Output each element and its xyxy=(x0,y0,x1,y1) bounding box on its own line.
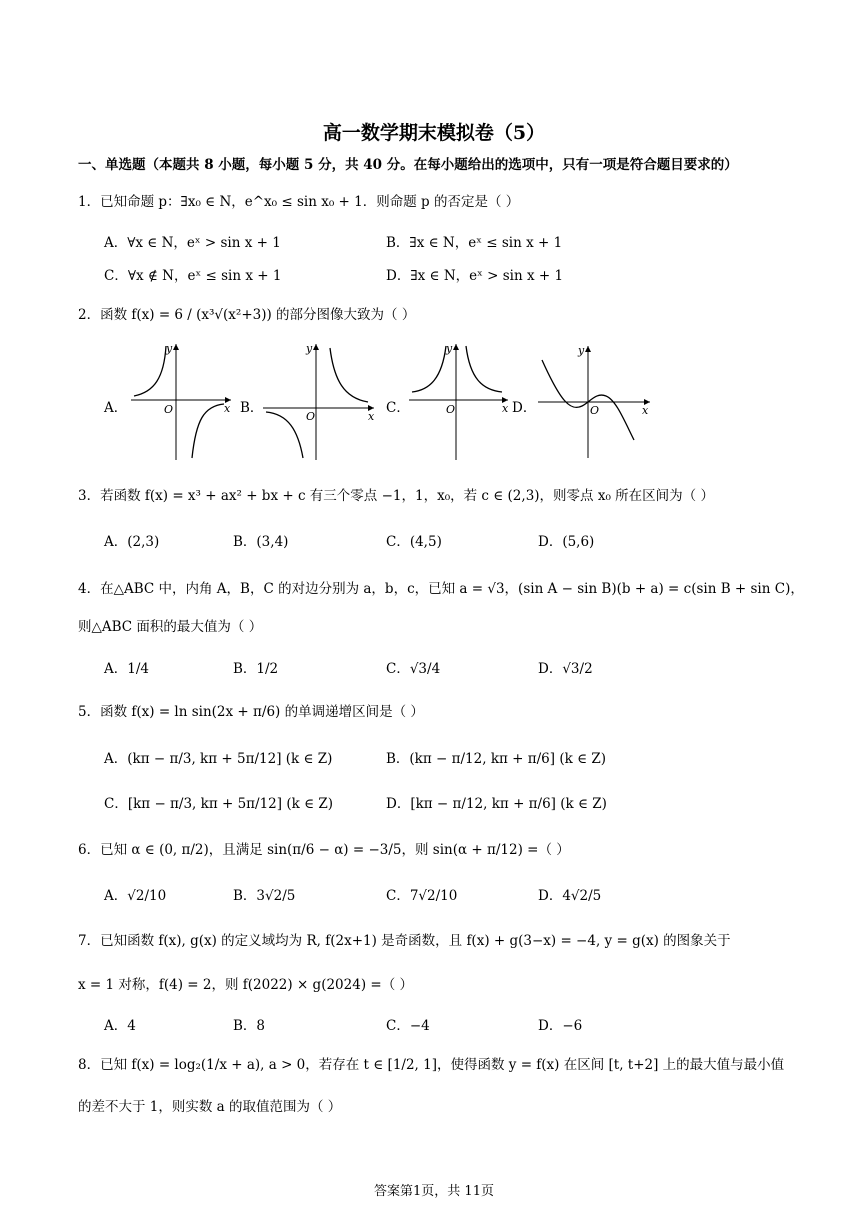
graph-a-curve-left xyxy=(134,346,166,396)
question-3-option-a[interactable]: A．(2,3) xyxy=(104,534,160,550)
graph-a-y-label: y xyxy=(166,342,173,355)
graph-b-x-label: x xyxy=(368,410,375,423)
page-title: 高一数学期末模拟卷（5） xyxy=(322,122,546,144)
graph-d-svg xyxy=(530,340,655,465)
graph-d-origin: O xyxy=(590,404,600,417)
question-1-option-d[interactable]: D．∃x ∈ N，eˣ > sin x + 1 xyxy=(386,268,564,284)
question-1-option-a[interactable]: A．∀x ∈ N，eˣ > sin x + 1 xyxy=(104,235,281,251)
question-2-option-b[interactable]: B． xyxy=(240,400,264,416)
question-3-option-d[interactable]: D．(5,6) xyxy=(538,534,595,550)
graph-c-origin: O xyxy=(446,403,456,416)
question-7-option-a[interactable]: A．4 xyxy=(104,1018,136,1034)
question-2-option-a[interactable]: A． xyxy=(104,400,128,416)
question-7-option-c[interactable]: C．−4 xyxy=(386,1018,430,1034)
question-8-stem-cont: 的差不大于 1，则实数 a 的取值范围为（ ） xyxy=(78,1099,342,1115)
question-5-option-b[interactable]: B．(kπ − π/12, kπ + π/6] (k ∈ Z) xyxy=(386,751,607,767)
question-4-option-d[interactable]: D．√3/2 xyxy=(538,661,593,677)
question-2-stem: 2．函数 f(x) = 6 / (x³√(x²+3)) 的部分图像大致为（ ） xyxy=(78,307,416,323)
question-5-option-c[interactable]: C．[kπ − π/3, kπ + 5π/12] (k ∈ Z) xyxy=(104,796,333,812)
page-footer: 答案第1页，共 11页 xyxy=(374,1184,494,1199)
graph-a-x-label: x xyxy=(224,402,231,415)
graph-c-svg xyxy=(404,340,514,465)
graph-d-x-label: x xyxy=(642,404,649,417)
question-6-stem: 6．已知 α ∈ (0, π/2)，且满足 sin(π/6 − α) = −3/5，则 sin(α + π/12) =（ ） xyxy=(78,842,570,858)
question-4-option-a[interactable]: A．1/4 xyxy=(104,661,149,677)
question-6-option-a[interactable]: A．√2/10 xyxy=(104,888,167,904)
graph-c-curve-right xyxy=(466,346,502,392)
graph-c-y-label: y xyxy=(446,342,453,355)
question-3-option-c[interactable]: C．(4,5) xyxy=(386,534,442,550)
question-4-stem-cont: 则△ABC 面积的最大值为（ ） xyxy=(78,619,263,635)
question-3-stem: 3．若函数 f(x) = x³ + ax² + bx + c 有三个零点 −1，1，x₀，若 c ∈ (2,3)，则零点 x₀ 所在区间为（ ） xyxy=(78,488,714,504)
question-7-option-d[interactable]: D．−6 xyxy=(538,1018,583,1034)
graph-b-y-label: y xyxy=(306,342,313,355)
graph-a-curve-right xyxy=(192,404,224,458)
question-4-option-b[interactable]: B．1/2 xyxy=(233,661,279,677)
question-2-option-d[interactable]: D． xyxy=(512,400,537,416)
question-1-option-b[interactable]: B．∃x ∈ N，eˣ ≤ sin x + 1 xyxy=(386,235,563,251)
question-3-option-b[interactable]: B．(3,4) xyxy=(233,534,289,550)
question-5-stem: 5．函数 f(x) = ln sin(2x + π/6) 的单调递增区间是（ ） xyxy=(78,704,424,720)
question-7-option-b[interactable]: B．8 xyxy=(233,1018,266,1034)
graph-c-curve-left xyxy=(412,346,446,392)
question-4-option-c[interactable]: C．√3/4 xyxy=(386,661,441,677)
graph-a-svg xyxy=(126,340,236,465)
question-6-option-b[interactable]: B．3√2/5 xyxy=(233,888,296,904)
graph-b-curve-right xyxy=(330,348,368,402)
question-6-option-c[interactable]: C．7√2/10 xyxy=(386,888,458,904)
graph-b-svg xyxy=(258,340,378,465)
question-5-option-d[interactable]: D．[kπ − π/12, kπ + π/6] (k ∈ Z) xyxy=(386,796,607,812)
question-6-option-d[interactable]: D．4√2/5 xyxy=(538,888,602,904)
question-8-stem: 8．已知 f(x) = log₂(1/x + a), a > 0，若存在 t ∈ [1/2, 1]，使得函数 y = f(x) 在区间 [t, t+2] 上的最大值与最小值 xyxy=(78,1057,785,1073)
question-1-stem: 1．已知命题 p：∃x₀ ∈ N，e^x₀ ≤ sin x₀ + 1．则命题 p 的否定是（ ） xyxy=(78,194,520,210)
question-5-option-a[interactable]: A．(kπ − π/3, kπ + 5π/12] (k ∈ Z) xyxy=(104,751,333,767)
question-1-option-c[interactable]: C．∀x ∉ N，eˣ ≤ sin x + 1 xyxy=(104,268,282,284)
question-7-stem: 7．已知函数 f(x), g(x) 的定义域均为 R, f(2x+1) 是奇函数，且 f(x) + g(3−x) = −4, y = g(x) 的图象关于 xyxy=(78,933,731,949)
question-2-option-c[interactable]: C． xyxy=(386,400,410,416)
graph-a-origin: O xyxy=(164,403,174,416)
graph-b-curve-left xyxy=(266,412,303,458)
graph-d-y-label: y xyxy=(578,344,585,357)
graph-b-origin: O xyxy=(306,410,316,423)
question-4-stem: 4．在△ABC 中，内角 A，B，C 的对边分别为 a，b，c，已知 a = √3，(sin A − sin B)(b + a) = c(sin B + sin C)， xyxy=(78,581,804,597)
question-7-stem-cont: x = 1 对称，f(4) = 2，则 f(2022) × g(2024) =（ ） xyxy=(78,977,413,993)
graph-c-x-label: x xyxy=(502,402,509,415)
section-header: 一、单选题（本题共 8 小题，每小题 5 分，共 40 分。在每小题给出的选项中，只有一项是符合题目要求的） xyxy=(78,157,738,173)
